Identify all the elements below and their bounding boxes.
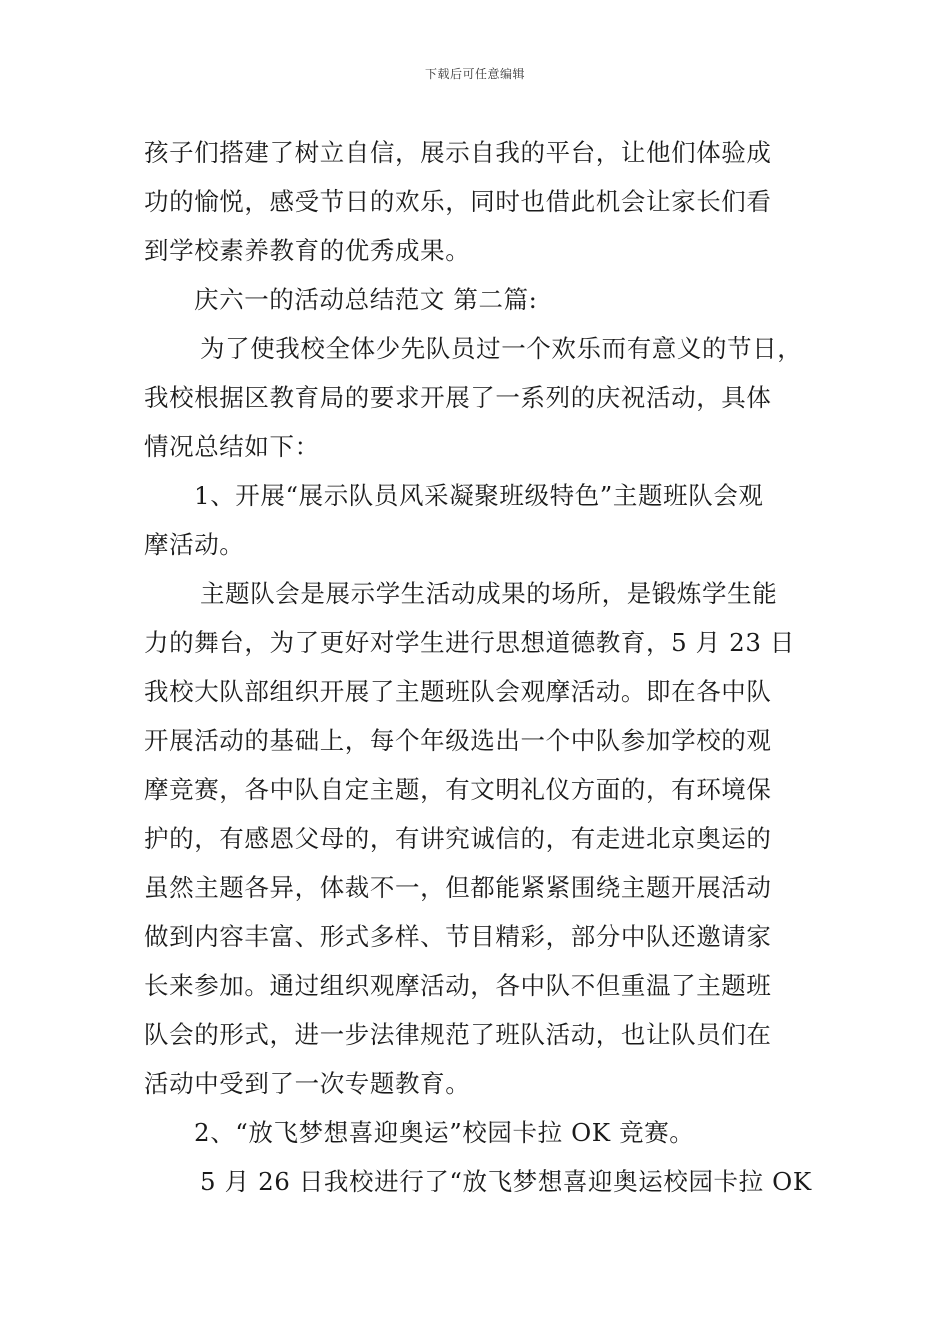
paragraph-line: 开展活动的基础上，每个年级选出一个中队参加学校的观 — [144, 726, 772, 755]
paragraph-line: 我校根据区教育局的要求开展了一系列的庆祝活动，具体 — [144, 383, 772, 412]
paragraph-line: 5 月 26 日我校进行了“放飞梦想喜迎奥运校园卡拉 OK — [200, 1167, 812, 1196]
list-item-heading: 1、开展“展示队员风采凝聚班级特色”主题班队会观 — [194, 481, 764, 510]
document-body — [144, 128, 812, 1206]
paragraph-line: 队会的形式，进一步法律规范了班队活动，也让队员们在 — [144, 1020, 772, 1049]
paragraph-line: 到学校素养教育的优秀成果。 — [144, 236, 471, 265]
section-heading: 庆六一的活动总结范文 第二篇: — [194, 285, 538, 314]
paragraph-line: 主题队会是展示学生活动成果的场所，是锻炼学生能 — [200, 579, 778, 608]
paragraph-line: 摩竞赛，各中队自定主题，有文明礼仪方面的，有环境保 — [144, 775, 772, 804]
paragraph-line: 摩活动。 — [144, 530, 245, 559]
paragraph-line: 活动中受到了一次专题教育。 — [144, 1069, 471, 1098]
paragraph-line: 孩子们搭建了树立自信，展示自我的平台，让他们体验成 — [144, 138, 772, 167]
paragraph-line: 力的舞台，为了更好对学生进行思想道德教育，5 月 23 日 — [144, 628, 796, 657]
paragraph-line: 做到内容丰富、形式多样、节目精彩，部分中队还邀请家 — [144, 922, 772, 951]
paragraph-line: 长来参加。通过组织观摩活动，各中队不但重温了主题班 — [144, 971, 772, 1000]
page-header: 下载后可任意编辑 — [424, 67, 525, 81]
paragraph-line: 功的愉悦，感受节日的欢乐，同时也借此机会让家长们看 — [144, 187, 772, 216]
paragraph-line: 我校大队部组织开展了主题班队会观摩活动。即在各中队 — [144, 677, 772, 706]
paragraph-line: 虽然主题各异，体裁不一，但都能紧紧围绕主题开展活动 — [144, 873, 772, 902]
paragraph-line: 为了使我校全体少先队员过一个欢乐而有意义的节日， — [200, 334, 803, 363]
paragraph-line: 情况总结如下： — [144, 432, 320, 461]
paragraph-line: 护的，有感恩父母的，有讲究诚信的，有走进北京奥运的 — [144, 824, 772, 853]
list-item-heading: 2、“放飞梦想喜迎奥运”校园卡拉 OK 竞赛。 — [194, 1118, 695, 1147]
